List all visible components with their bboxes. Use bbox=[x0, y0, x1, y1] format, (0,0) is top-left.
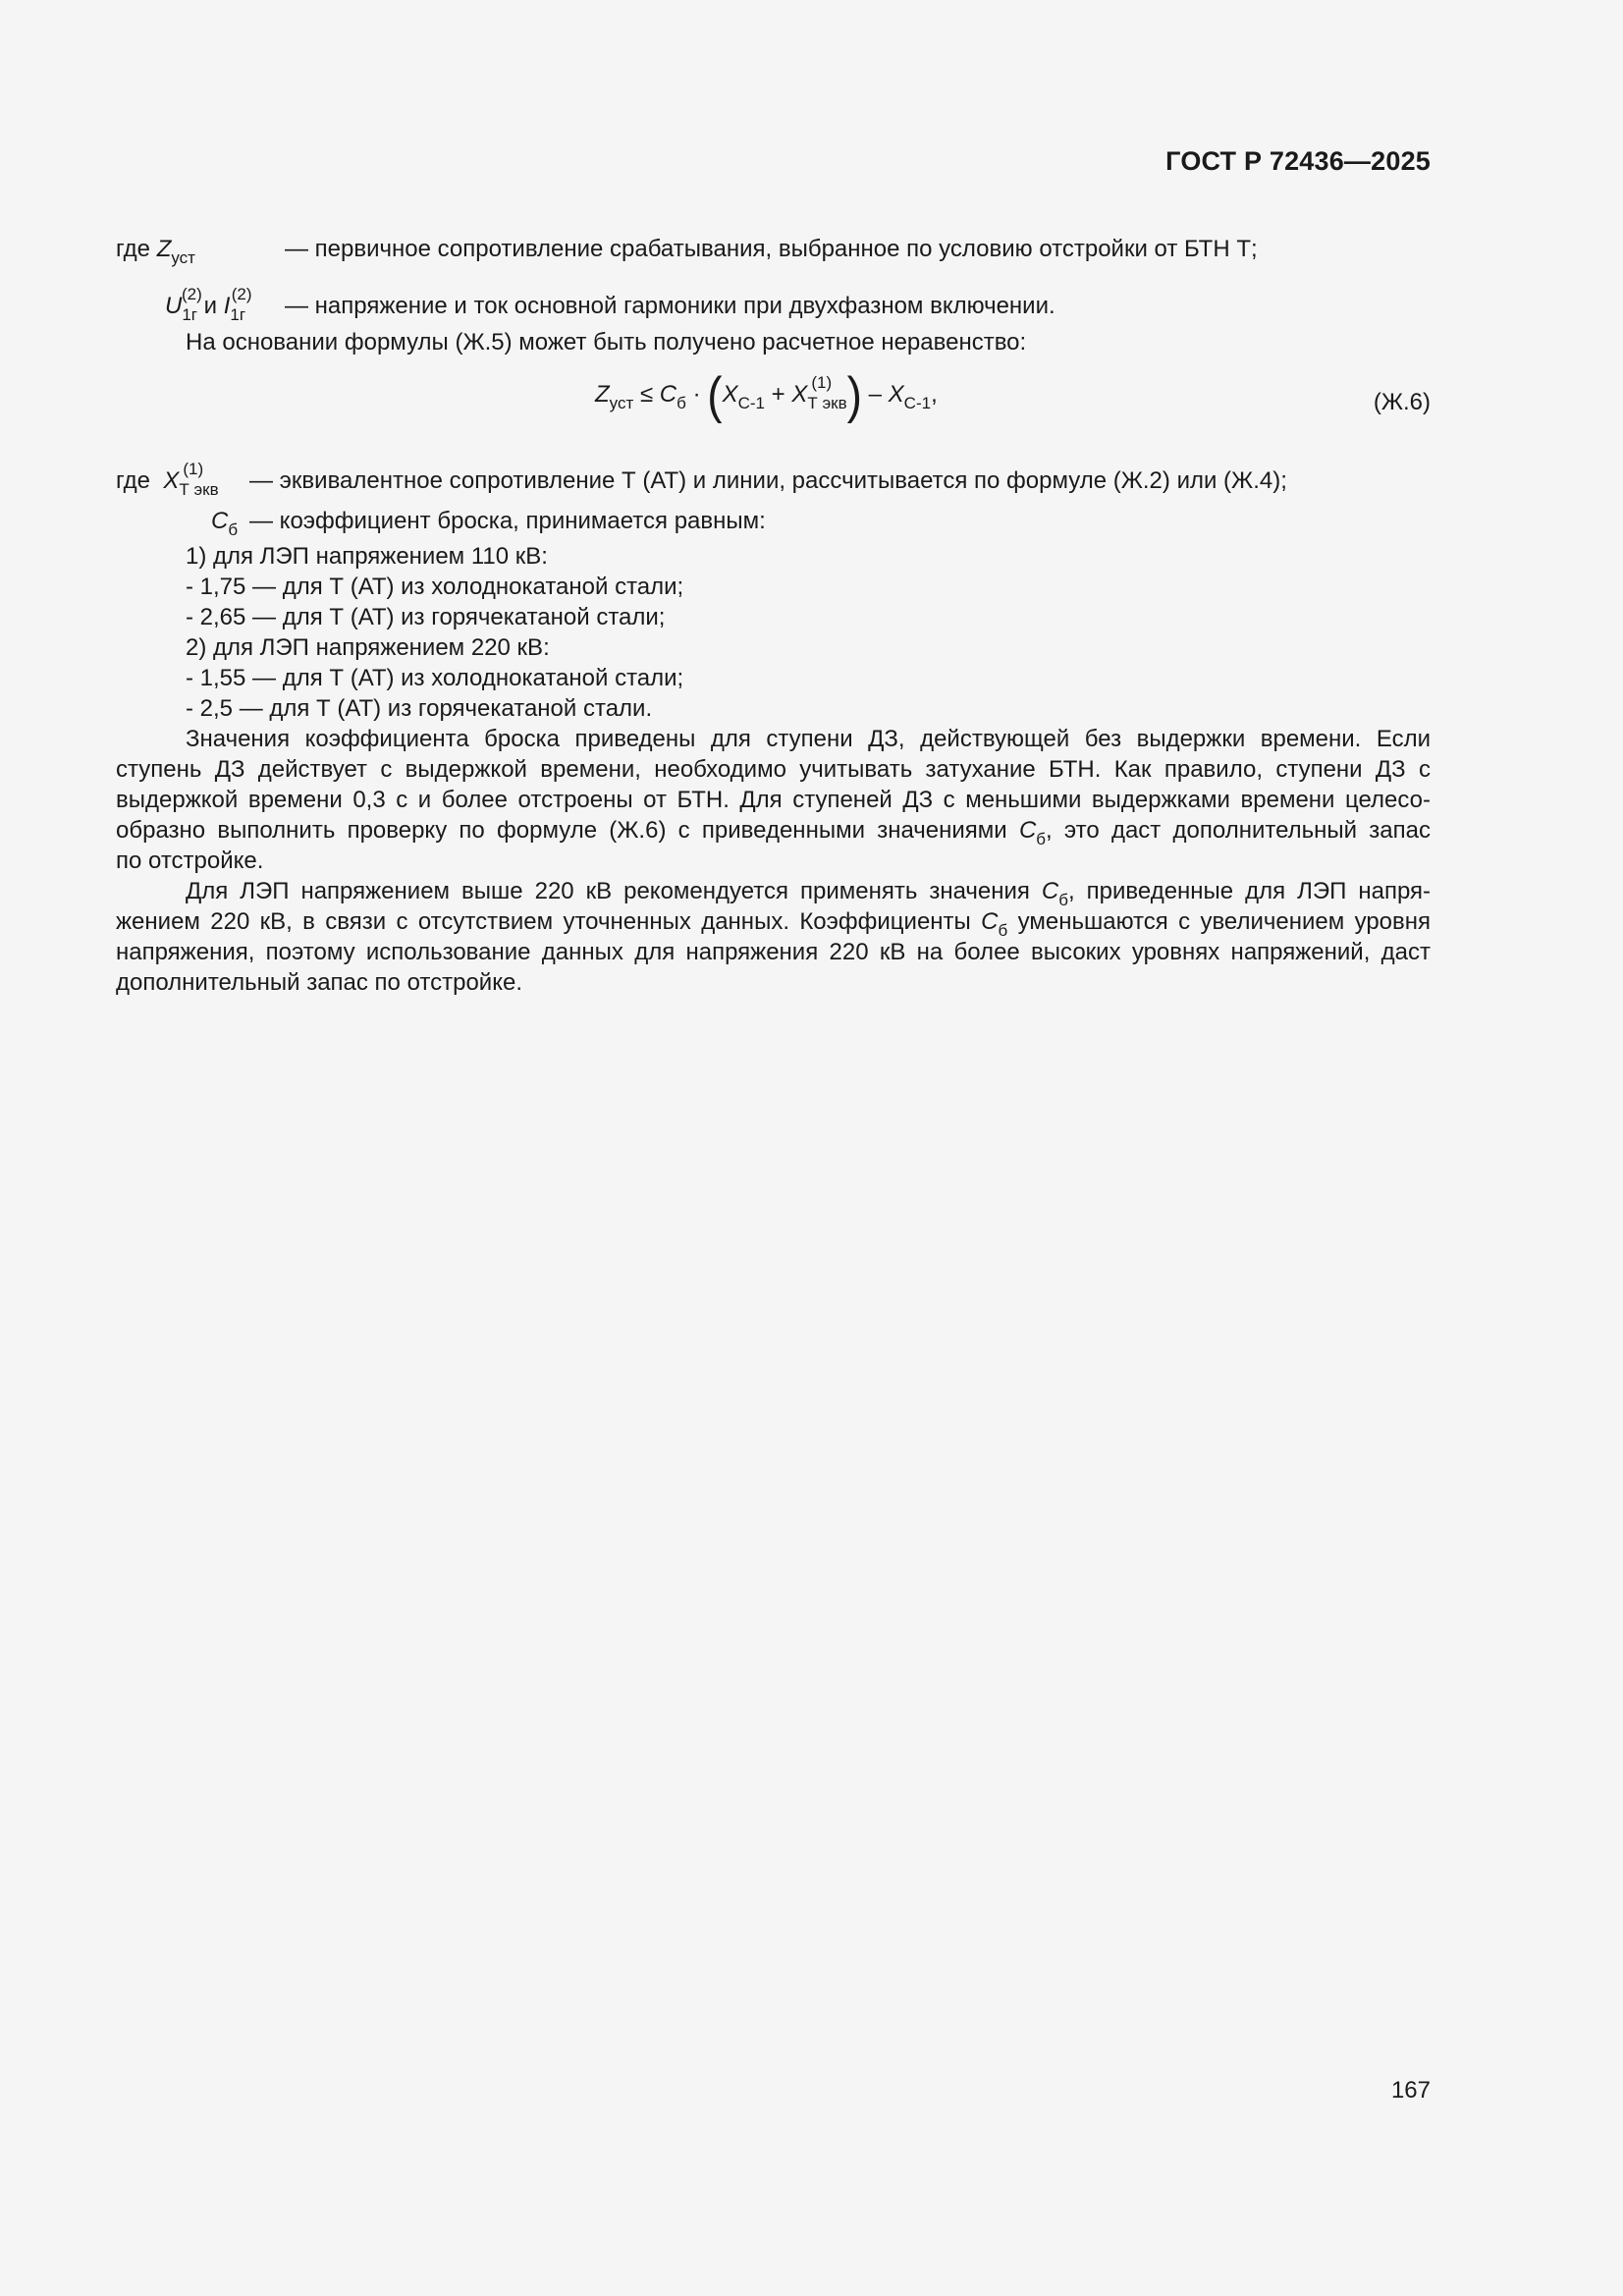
list-item: - 1,55 — для Т (АТ) из холоднокатаной стали; bbox=[186, 665, 684, 691]
page-number: 167 bbox=[1390, 2077, 1431, 2104]
paragraph-1 bbox=[116, 724, 1431, 754]
list-item: 1) для ЛЭП напряжением 110 кВ: bbox=[186, 543, 548, 570]
symbol-c-subscript: б bbox=[228, 520, 239, 539]
definition-z-ust bbox=[116, 234, 195, 267]
formula-c: C bbox=[659, 381, 677, 408]
symbol-c-inline-subscript: б bbox=[1058, 891, 1068, 909]
paragraph-1-line: Значения коэффициента броска приведены для ступени ДЗ, действующей без выдержки времени. Если bbox=[186, 726, 1431, 752]
formula-minus: – bbox=[868, 381, 882, 408]
symbol-c-inline: C bbox=[1041, 878, 1059, 904]
left-paren-icon: ( bbox=[707, 365, 723, 424]
paragraph-2-line-2 bbox=[116, 906, 1432, 940]
symbol-c-inline-subscript: б bbox=[998, 921, 1008, 940]
symbol-i-superscript: (2) bbox=[231, 285, 252, 303]
definition-u-i-text: — напряжение и ток основной гармоники при двухфазном включении. bbox=[285, 293, 1055, 319]
definition-u-i bbox=[165, 285, 252, 324]
definition-c-b-text: — коэффициент броска, принимается равным: bbox=[249, 508, 766, 534]
definition-x-t-ekv bbox=[116, 460, 219, 499]
paragraph-2-line-2-b: уменьшаются с увеличением уровня bbox=[1017, 908, 1432, 935]
symbol-c-inline-subscript: б bbox=[1036, 830, 1047, 848]
definition-c-b bbox=[211, 506, 239, 539]
formula-z: Z bbox=[595, 381, 610, 408]
paragraph-1-line: по отстройке. bbox=[116, 847, 264, 874]
symbol-z: Z bbox=[156, 236, 172, 262]
definition-z-ust-text: — первичное сопротивление срабатывания, выбранное по условию отстройки от БТН Т; bbox=[285, 236, 1258, 262]
paragraph-1-line: выдержкой времени 0,3 с и более отстроены от БТН. Для ступеней ДЗ с меньшими выдержками времени целесо- bbox=[116, 787, 1431, 813]
document-header: ГОСТ Р 72436—2025 bbox=[1165, 146, 1431, 176]
symbol-c: C bbox=[211, 508, 229, 534]
formula-x3-subscript: С-1 bbox=[903, 394, 932, 412]
formula-plus: + bbox=[771, 381, 785, 408]
where-word: где bbox=[116, 236, 151, 262]
formula-x1: X bbox=[722, 381, 738, 408]
formula-le: ≤ bbox=[639, 381, 654, 408]
formula-x1-subscript: С-1 bbox=[737, 394, 765, 412]
definition-x-t-ekv-text: — эквивалентное сопротивление Т (АТ) и линии, рассчитывается по формуле (Ж.2) или (Ж.4); bbox=[249, 467, 1287, 494]
formula-comma: , bbox=[931, 381, 938, 408]
paragraph-1-line-4 bbox=[116, 815, 1431, 846]
paragraph-2-line: дополнительный запас по отстройке. bbox=[116, 969, 522, 996]
symbol-i: I bbox=[223, 293, 231, 319]
paragraph-2-line-1-a: Для ЛЭП напряжением выше 220 кВ рекомендуется применять значения bbox=[186, 878, 1030, 904]
formula-number: (Ж.6) bbox=[1373, 389, 1431, 415]
list-item: 2) для ЛЭП напряжением 220 кВ: bbox=[186, 634, 550, 661]
paragraph-2 bbox=[116, 876, 1432, 909]
paragraph-2-line: напряжения, поэтому использование данных для напряжения 220 кВ на более высоких уровнях напряжений, даст bbox=[116, 939, 1431, 965]
list-item: - 2,65 — для Т (АТ) из горячекатаной стали; bbox=[186, 604, 666, 630]
formula-dot: · bbox=[692, 381, 701, 408]
symbol-c-inline: C bbox=[981, 908, 999, 935]
paragraph-1-line-4-b: , это даст дополнительный запас bbox=[1046, 817, 1431, 844]
symbol-x: X bbox=[163, 467, 180, 494]
symbol-c-inline: C bbox=[1018, 817, 1037, 844]
paragraph-2-line-1-b: , приведенные для ЛЭП напря- bbox=[1068, 878, 1432, 904]
paragraph-2-cont bbox=[116, 906, 1431, 998]
formula-x2-subscript: Т экв bbox=[807, 394, 847, 412]
intro-text: На основании формулы (Ж.5) может быть получено расчетное неравенство: bbox=[186, 329, 1027, 355]
right-paren-icon: ) bbox=[846, 365, 862, 424]
formula-c-subscript: б bbox=[676, 394, 686, 412]
formula-zh6 bbox=[595, 365, 938, 424]
paragraph-1-cont bbox=[116, 754, 1431, 876]
formula-z-subscript: уст bbox=[609, 394, 634, 412]
symbol-u-subscript: 1г bbox=[182, 305, 197, 324]
where-word-2: где bbox=[116, 467, 151, 494]
and-word: и bbox=[203, 293, 218, 319]
formula-x3: X bbox=[888, 381, 904, 408]
symbol-z-subscript: уст bbox=[171, 248, 195, 267]
formula-x2-superscript: (1) bbox=[811, 373, 833, 392]
formula-x2: X bbox=[791, 381, 808, 408]
paragraph-2-line-2-a: жением 220 кВ, в связи с отсутствием уточненных данных. Коэффициенты bbox=[116, 908, 971, 935]
paragraph-1-line: ступень ДЗ действует с выдержкой времени, необходимо учитывать затухание БТН. Как правило, ступени ДЗ с bbox=[116, 756, 1431, 783]
symbol-i-subscript: 1г bbox=[230, 305, 246, 324]
symbol-u: U bbox=[165, 293, 183, 319]
symbol-u-superscript: (2) bbox=[182, 285, 202, 303]
list-item: - 1,75 — для Т (АТ) из холоднокатаной стали; bbox=[186, 574, 684, 600]
paragraph-1-line-4-a: образно выполнить проверку по формуле (Ж.6) с приведенными значениями bbox=[116, 817, 1007, 844]
list-item: - 2,5 — для Т (АТ) из горячекатаной стали. bbox=[186, 695, 653, 722]
paragraph-2-line-1 bbox=[116, 876, 1432, 909]
document-page bbox=[116, 0, 1431, 2296]
symbol-x-subscript: Т экв bbox=[179, 480, 219, 499]
symbol-x-superscript: (1) bbox=[183, 460, 204, 478]
